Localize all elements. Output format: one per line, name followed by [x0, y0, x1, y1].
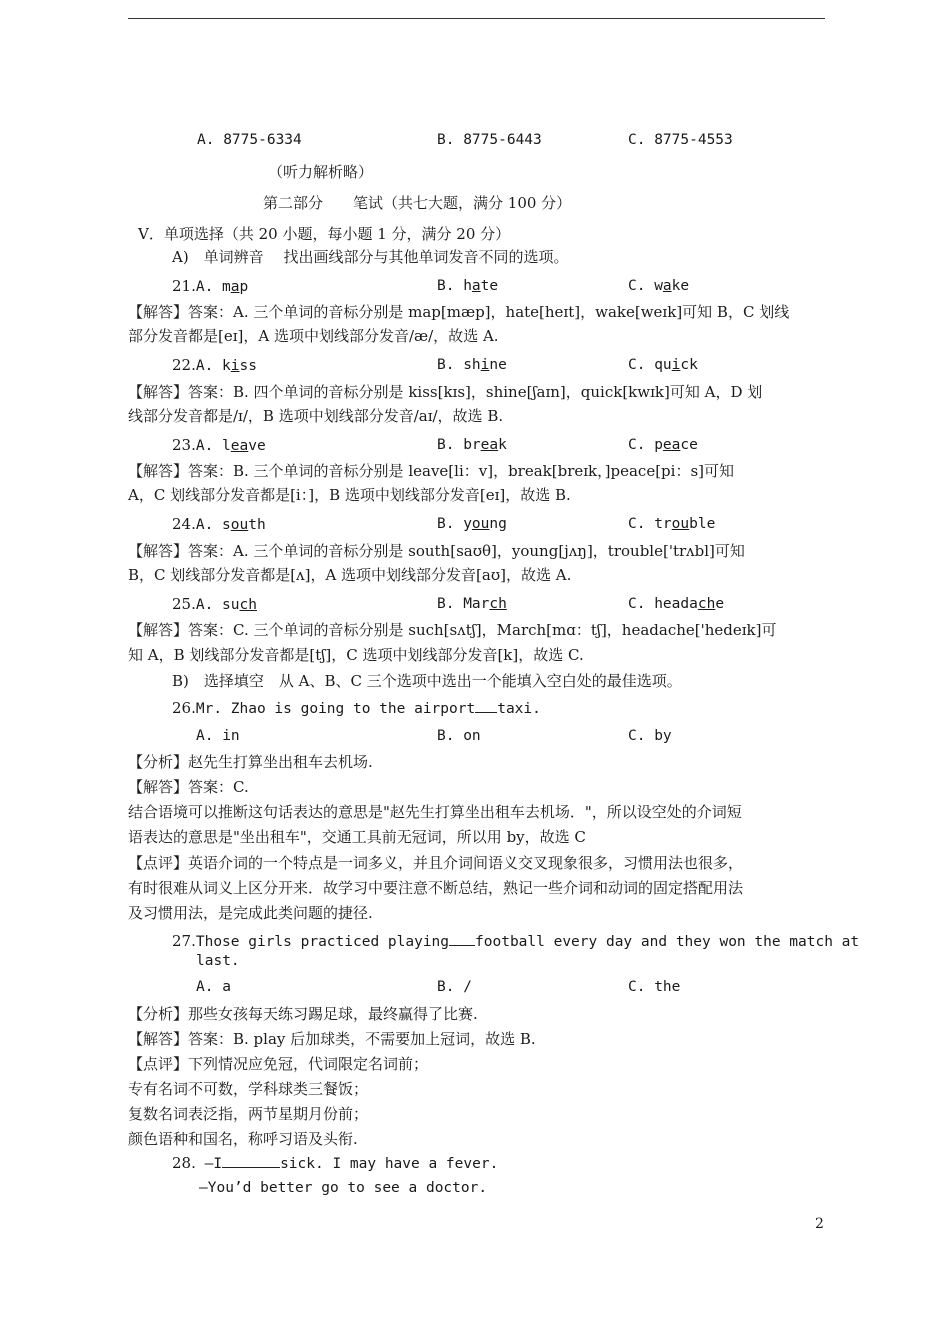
q24-answer-line2: B，C 划线部分发音都是[ʌ]，A 选项中划线部分发音[aʊ]，故选 A.	[128, 566, 572, 584]
q23-option-c: C. peace	[628, 437, 698, 453]
q21-answer-line2: 部分发音都是[eɪ]，A 选项中划线部分发音/æ/，故选 A.	[128, 327, 499, 345]
q24-option-b: B. young	[437, 516, 507, 532]
question-23: 23.A. leave	[172, 436, 266, 454]
q27-option-a: A. a	[196, 979, 231, 995]
question-number: 25.	[172, 595, 196, 613]
q22-option-b: B. shine	[437, 357, 507, 373]
listening-option-a: A. 8775-6334	[197, 132, 302, 148]
q26-option-c: C. by	[628, 728, 672, 744]
question-number: 24.	[172, 515, 196, 533]
part-title: 第二部分 笔试（共七大题，满分 100 分）	[263, 194, 572, 212]
q27-comment: 【点评】下列情况应免冠，代词限定名词前；	[128, 1055, 429, 1073]
q24-option-c: C. trouble	[628, 516, 716, 532]
q26-comment-line1: 【点评】英语介词的一个特点是一词多义，并且介词间语义交叉现象很多，习惯用法也很多，	[128, 854, 744, 872]
q28-stem-line2: —You’d better go to see a doctor.	[199, 1180, 488, 1196]
q27-rule-1: 专有名词不可数，学科球类三餐饭；	[128, 1080, 369, 1098]
q21-option-c: C. wake	[628, 278, 690, 294]
q27-option-b: B. /	[437, 979, 472, 995]
question-number: 22.	[172, 356, 196, 374]
section-v-heading: V．单项选择（共 20 小题，每小题 1 分，满分 20 分）	[138, 225, 511, 243]
question-number: 21.	[172, 277, 196, 295]
question-26: 26.Mr. Zhao is going to the airport taxi.	[172, 699, 541, 717]
question-number: 26.	[172, 699, 196, 717]
q26-explanation-line1: 结合语境可以推断这句话表达的意思是"赵先生打算坐出租车去机场．"，所以设空处的介词短	[128, 803, 742, 821]
q25-answer-line1: 【解答】答案：C. 三个单词的音标分别是 such[sʌtʃ]，March[mɑ：tʃ]，headache['hedeɪk]可	[128, 621, 777, 639]
question-number: 27.	[172, 932, 196, 950]
question-24: 24.A. south	[172, 515, 266, 533]
q21-answer-line1: 【解答】答案：A. 三个单词的音标分别是 map[mæp]，hate[heɪt]，wake[weɪk]可知 B，C 划线	[128, 303, 790, 321]
page-number: 2	[815, 1216, 824, 1232]
q24-answer-line1: 【解答】答案：A. 三个单词的音标分别是 south[saʊθ]，young[jʌŋ]，trouble['trʌbl]可知	[128, 542, 745, 560]
q23-option-b: B. break	[437, 437, 507, 453]
listening-note: （听力解析略）	[268, 163, 374, 181]
answer-blank	[222, 1153, 280, 1168]
q26-comment-line3: 及习惯用法，是完成此类问题的捷径.	[128, 904, 373, 922]
question-27: 27.Those girls practiced playing football every day and they won the match at	[172, 932, 860, 950]
question-28: 28. —I sick. I may have a fever.	[172, 1154, 499, 1172]
q27-stem-line2: last.	[196, 953, 240, 969]
subsection-b-heading: B) 选择填空 从 A、B、C 三个选项中选出一个能填入空白处的最佳选项。	[172, 672, 682, 690]
q22-answer-line2: 线部分发音都是/ɪ/，B 选项中划线部分发音/aɪ/，故选 B.	[128, 407, 504, 425]
q27-answer: 【解答】答案：B. play 后加球类，不需要加上冠词，故选 B.	[128, 1030, 536, 1048]
q27-rule-2: 复数名词表泛指，两节星期月份前；	[128, 1105, 369, 1123]
listening-option-b: B. 8775-6443	[437, 132, 542, 148]
q25-option-c: C. headache	[628, 596, 725, 612]
q21-option-b: B. hate	[437, 278, 499, 294]
q26-answer: 【解答】答案：C.	[128, 778, 249, 796]
q27-analysis: 【分析】那些女孩每天练习踢足球，最终赢得了比赛.	[128, 1005, 478, 1023]
q27-rule-3: 颜色语种和国名，称呼习语及头衔.	[128, 1130, 358, 1148]
question-25: 25.A. such	[172, 595, 257, 613]
q26-analysis: 【分析】赵先生打算坐出租车去机场.	[128, 753, 373, 771]
q26-explanation-line2: 语表达的意思是"坐出租车"，交通工具前无冠词，所以用 by，故选 C	[128, 828, 586, 846]
q22-answer-line1: 【解答】答案：B. 四个单词的音标分别是 kiss[kɪs]，shine[ʃaɪn]，quick[kwɪk]可知 A，D 划	[128, 383, 763, 401]
q26-option-b: B. on	[437, 728, 481, 744]
q26-option-a: A. in	[196, 728, 240, 744]
question-number: 23.	[172, 436, 196, 454]
header-rule	[128, 18, 825, 19]
q22-option-c: C. quick	[628, 357, 698, 373]
listening-option-c: C. 8775-4553	[628, 132, 733, 148]
question-number: 28.	[172, 1154, 196, 1172]
q23-answer-line2: A，C 划线部分发音都是[i：]，B 选项中划线部分发音[eɪ]，故选 B.	[128, 486, 571, 504]
q27-option-c: C. the	[628, 979, 681, 995]
q25-answer-line2: 知 A，B 划线部分发音都是[tʃ]，C 选项中划线部分发音[k]，故选 C.	[128, 646, 584, 664]
subsection-a-heading: A) 单词辨音 找出画线部分与其他单词发音不同的选项。	[172, 248, 569, 266]
q25-option-b: B. March	[437, 596, 507, 612]
question-21: 21.A. map	[172, 277, 249, 295]
q26-comment-line2: 有时很难从词义上区分开来．故学习中要注意不断总结，熟记一些介词和动词的固定搭配用法	[128, 879, 744, 897]
answer-blank	[475, 698, 497, 713]
question-22: 22.A. kiss	[172, 356, 257, 374]
answer-blank	[449, 931, 475, 946]
q23-answer-line1: 【解答】答案：B. 三个单词的音标分别是 leave[li：v]，break[breɪk，]peace[pi：s]可知	[128, 462, 734, 480]
